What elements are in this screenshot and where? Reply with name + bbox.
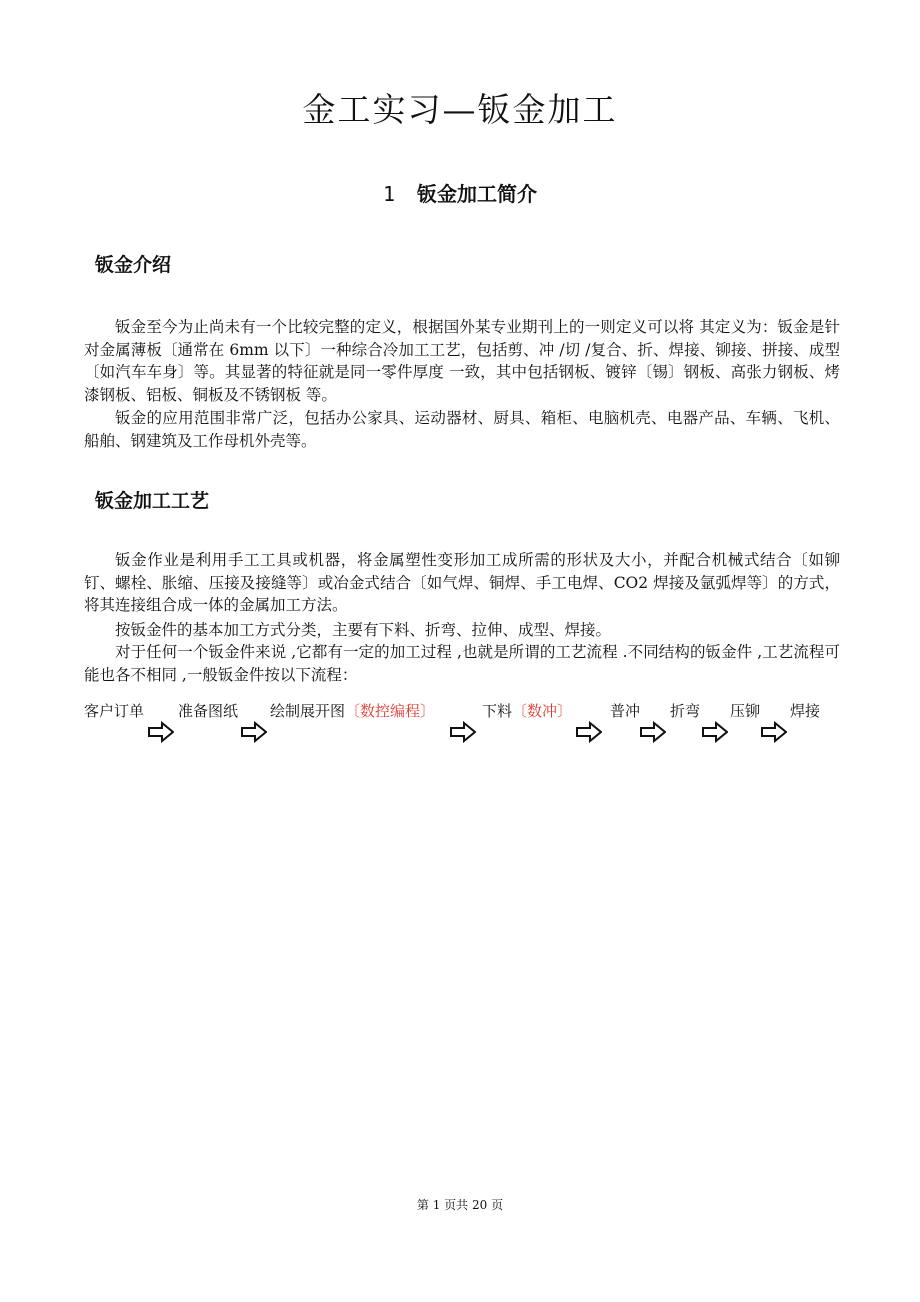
intro-paragraph-2: 钣金的应用范围非常广泛，包括办公家具、运动器材、厨具、箱柜、电脑机壳、电器产品、车辆、飞机、船舶、钢建筑及工作母机外壳等。 bbox=[84, 409, 840, 450]
hollow-right-arrow-icon bbox=[702, 721, 728, 743]
hollow-right-arrow-icon bbox=[761, 721, 787, 743]
flow-step-welding: 焊接 bbox=[790, 702, 821, 720]
flow-step-prepare-drawing: 准备图纸 bbox=[178, 702, 239, 720]
hollow-right-arrow-icon bbox=[576, 721, 602, 743]
flow-step-unfold-drawing-label: 绘制展开图 bbox=[270, 702, 346, 720]
flow-step-punching: 普冲 bbox=[610, 702, 641, 720]
flow-step-cnc-programming-note: 〔数控编程〕 bbox=[345, 702, 436, 720]
section-heading-process: 钣金加工工艺 bbox=[95, 490, 210, 512]
hollow-right-arrow-icon bbox=[241, 721, 267, 743]
page-number-footer: 第 1 页共 20 页 bbox=[416, 1198, 504, 1212]
chapter-title: 钣金加工简介 bbox=[417, 182, 538, 206]
chapter-heading bbox=[0, 178, 920, 207]
flow-step-blanking bbox=[482, 700, 572, 721]
flow-step-bending: 折弯 bbox=[670, 702, 701, 720]
document-title: 金工实习—钣金加工 bbox=[302, 90, 618, 129]
flow-step-blanking-label: 下料 bbox=[482, 702, 513, 720]
hollow-right-arrow-icon bbox=[148, 721, 174, 743]
flow-step-customer-order: 客户订单 bbox=[84, 702, 145, 720]
chapter-number: 1 bbox=[382, 182, 396, 206]
hollow-right-arrow-icon bbox=[640, 721, 666, 743]
hollow-right-arrow-icon bbox=[450, 721, 476, 743]
process-paragraph-3: 对于任何一个钣金件来说 ,它都有一定的加工过程 ,也就是所谓的工艺流程 .不同结构的钣金件 ,工艺流程可能也各不相同 ,一般钣金件按以下流程： bbox=[84, 643, 840, 684]
flow-step-unfold-drawing bbox=[270, 700, 435, 721]
process-paragraph-1: 钣金作业是利用手工工具或机器，将金属塑性变形加工成所需的形状及大小，并配合机械式结合〔如铆钉、螺栓、胀缩、压接及接缝等〕或冶金式结合〔如气焊、铜焊、手工电焊、CO2 焊接及氩弧焊等〕的方式，将其连接组合成一体的金属加工方法。 bbox=[84, 551, 840, 614]
section-heading-intro: 钣金介绍 bbox=[95, 254, 172, 276]
flow-step-cnc-punch-note: 〔数冲〕 bbox=[512, 702, 573, 720]
process-paragraph-2: 按钣金件的基本加工方式分类，主要有下料、折弯、拉伸、成型、焊接。 bbox=[115, 621, 612, 639]
flow-step-riveting: 压铆 bbox=[730, 702, 761, 720]
intro-paragraph-1: 钣金至今为止尚未有一个比较完整的定义，根据国外某专业期刊上的一则定义可以将 其定义为：钣金是针对金属薄板〔通常在 6mm 以下〕一种综合冷加工工艺，包括剪、冲 /切 /复合、折、焊接、铆接、拼接、成型〔如汽车车身〕等。其显著的特征就是同一零件厚度 一致，其中包括钢板、镀锌〔锡〕钢板、高张力钢板、烤漆钢板、铝板、铜板及不锈钢板 等。 bbox=[84, 318, 840, 404]
